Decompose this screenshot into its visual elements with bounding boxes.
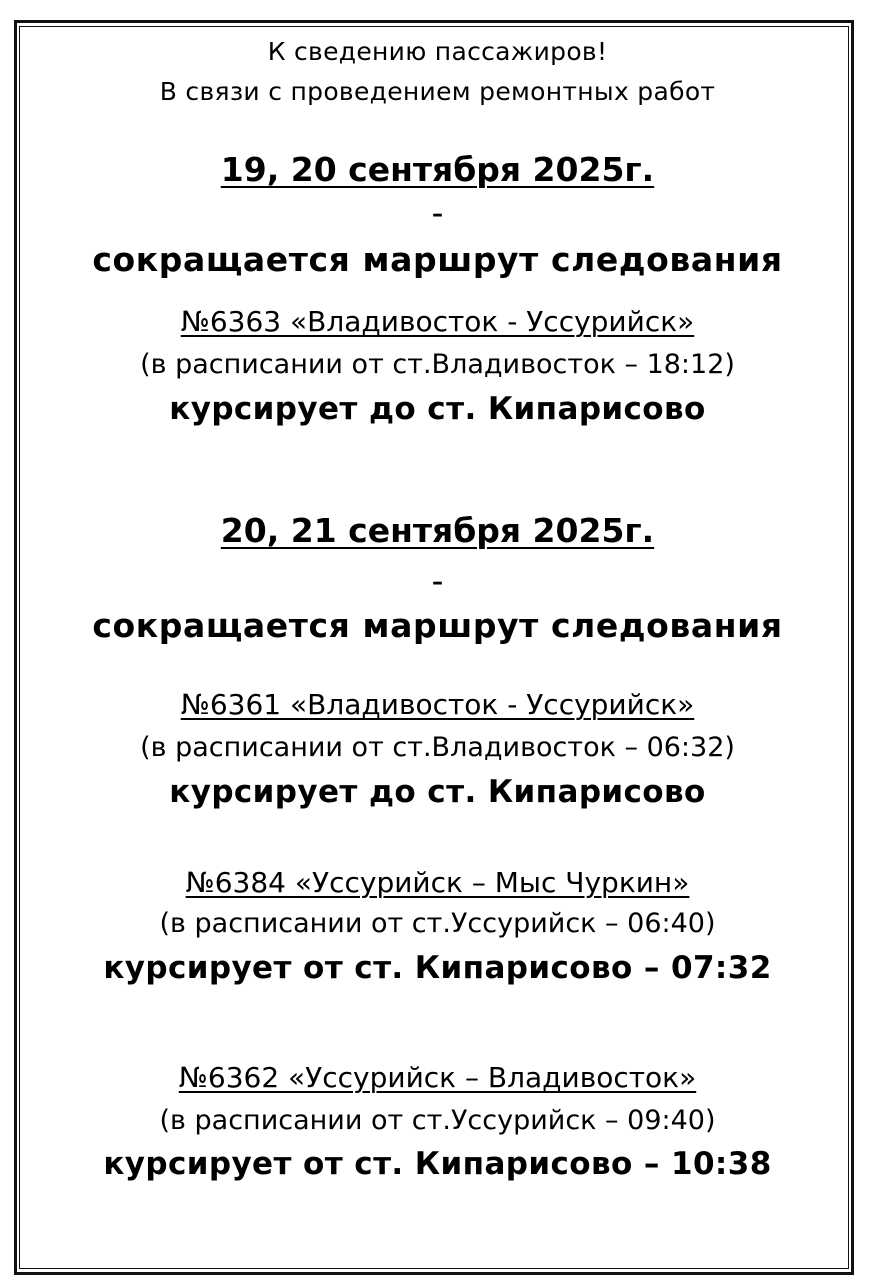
train-6361-route: №6361 «Владивосток - Уссурийск» [180, 688, 695, 721]
intro-heading: К сведению пассажиров! [267, 37, 608, 66]
train-6362-route: №6362 «Уссурийск – Владивосток» [178, 1061, 697, 1094]
train-6384-run: курсирует от ст. Кипарисово – 07:32 [103, 950, 772, 986]
section-2-dash: – [432, 570, 443, 595]
train-6363-run: курсирует до ст. Кипарисово [169, 391, 706, 427]
train-6361-run: курсирует до ст. Кипарисово [169, 774, 706, 810]
train-6362-run: курсирует от ст. Кипарисово – 10:38 [103, 1146, 772, 1182]
train-6384-route: №6384 «Уссурийск – Мыс Чуркин» [185, 866, 690, 899]
intro-subheading: В связи с проведением ремонтных работ [159, 77, 716, 106]
train-6361-schedule: (в расписании от ст.Владивосток – 06:32) [140, 732, 735, 763]
train-6363-schedule: (в расписании от ст.Владивосток – 18:12) [140, 349, 735, 380]
train-6363-route: №6363 «Владивосток - Уссурийск» [180, 305, 695, 338]
section-1-headline: сокращается маршрут следования [92, 240, 783, 279]
section-2-headline: сокращается маршрут следования [92, 606, 783, 645]
train-6362-schedule: (в расписании от ст.Уссурийск – 09:40) [159, 1105, 716, 1136]
section-2-date: 20, 21 сентября 2025г. [220, 511, 655, 550]
train-6384-schedule: (в расписании от ст.Уссурийск – 06:40) [159, 908, 716, 939]
section-1-dash: – [432, 202, 443, 227]
section-1-date: 19, 20 сентября 2025г. [220, 150, 655, 189]
